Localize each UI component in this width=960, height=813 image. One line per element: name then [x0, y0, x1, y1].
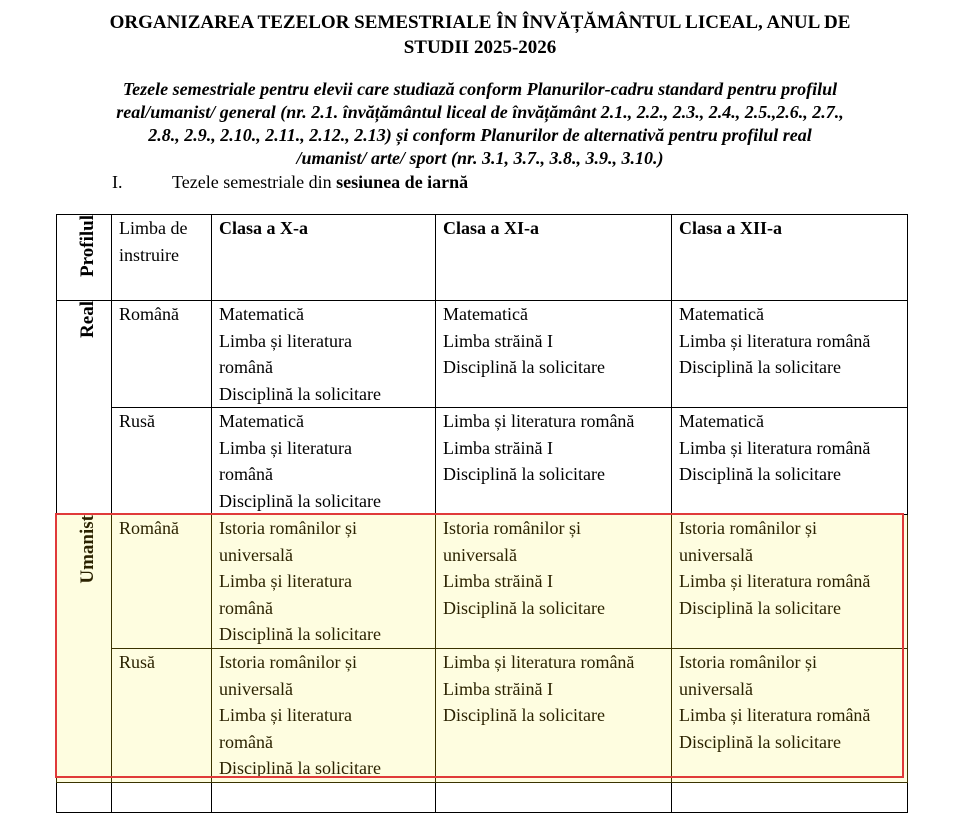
cutoff-cell: [112, 782, 212, 812]
table-row: [57, 408, 908, 515]
subject-line: universală: [219, 678, 293, 699]
section-text-bold: sesiunea de iarnă: [336, 172, 469, 192]
cutoff-cell: [57, 782, 112, 812]
subjects-cell-class-xii: [672, 408, 908, 515]
subject-line: Disciplină la solicitare: [679, 731, 841, 752]
language-cell: Română: [112, 301, 212, 408]
subject-line: Matematică: [679, 411, 764, 431]
subject-line: Disciplină la solicitare: [679, 464, 841, 484]
subject-line: română: [219, 357, 273, 377]
subject-line: Disciplină la solicitare: [443, 597, 605, 618]
subject-line: Disciplină la solicitare: [443, 705, 605, 725]
subject-line: Matematică: [679, 304, 764, 324]
subject-line: Disciplină la solicitare: [219, 624, 381, 644]
subject-line: Disciplină la solicitare: [679, 597, 841, 618]
subjects-cell-class-xii: [672, 301, 908, 408]
section-number: I.: [112, 172, 123, 192]
profile-cell: [57, 515, 112, 783]
subject-line: română: [219, 731, 273, 752]
subject-line: Disciplină la solicitare: [443, 357, 605, 377]
subject-line: Istoria românilor și: [679, 652, 817, 672]
language-cell: Rusă: [112, 649, 212, 783]
document-subtitle: [60, 78, 900, 170]
subject-line: Limba și literatura română: [679, 437, 871, 458]
subject-line: română: [219, 464, 273, 484]
subject-line: Istoria românilor și: [679, 518, 817, 538]
subject-line: română: [219, 597, 273, 618]
subject-line: Limba străină I: [443, 437, 553, 458]
subject-line: Limba și literatura: [219, 705, 352, 725]
subject-line: Limba și literatura: [219, 330, 352, 351]
subjects-cell-class-xi: [436, 649, 672, 783]
subject-line: Istoria românilor și: [219, 652, 357, 672]
header-language-line: Limba de: [119, 218, 188, 238]
subject-line: universală: [443, 544, 517, 565]
subject-line: Disciplină la solicitare: [219, 383, 381, 404]
subtitle-line: real/umanist/ general (nr. 2.1. învățământul liceal de învățământ 2.1., 2.2., 2.3., 2.4., 2.5.,2.6., 2.7.,: [116, 102, 844, 122]
subject-line: Istoria românilor și: [219, 518, 357, 538]
title-line: STUDII 2025-2026: [403, 37, 557, 58]
subject-line: universală: [679, 678, 753, 699]
subjects-cell-class-xii: [672, 515, 908, 649]
header-class-xii: Clasa a XII-a: [672, 215, 908, 301]
subjects-cell-class-x: [212, 515, 436, 649]
subtitle-line: 2.8., 2.9., 2.10., 2.11., 2.12., 2.13) și conform Planurilor de alternativă pentru profilul real: [148, 125, 812, 145]
cutoff-cell: [436, 782, 672, 812]
subject-line: Limba și literatura: [219, 437, 352, 458]
subjects-cell-class-xi: [436, 301, 672, 408]
header-language: [112, 215, 212, 301]
section-heading: [112, 171, 468, 193]
subject-line: Disciplină la solicitare: [443, 464, 605, 484]
header-profile: [57, 215, 112, 301]
subtitle-line: /umanist/ arte/ sport (nr. 3.1, 3.7., 3.8., 3.9., 3.10.): [296, 148, 664, 168]
subject-line: Limba și literatura: [219, 571, 352, 591]
subject-line: Limba străină I: [443, 678, 553, 699]
subjects-cell-class-xi: [436, 408, 672, 515]
header-profile-label: Profilul: [76, 215, 98, 277]
table-header-row: [57, 215, 908, 301]
subjects-cell-class-x: [212, 301, 436, 408]
language-cell: Română: [112, 515, 212, 649]
subject-line: Limba și literatura română: [443, 411, 635, 431]
profile-label: Real: [76, 301, 98, 338]
subject-line: Disciplină la solicitare: [219, 758, 381, 778]
section-text: Tezele semestriale din: [172, 172, 337, 192]
subject-line: Disciplină la solicitare: [679, 357, 841, 377]
subject-line: Limba străină I: [443, 330, 553, 351]
profile-label: Umanist: [76, 515, 98, 584]
table-row: [57, 515, 908, 649]
header-class-x: Clasa a X-a: [212, 215, 436, 301]
header-language-line: instruire: [119, 244, 179, 265]
subject-line: Disciplină la solicitare: [219, 490, 381, 511]
subjects-cell-class-xi: [436, 515, 672, 649]
subject-line: Limba și literatura română: [679, 330, 871, 351]
title-line: ORGANIZAREA TEZELOR SEMESTRIALE ÎN ÎNVĂȚĂMÂNTUL LICEAL, ANUL DE: [109, 12, 851, 33]
table-row-cutoff: [57, 782, 908, 812]
subjects-cell-class-x: [212, 649, 436, 783]
subject-line: Istoria românilor și: [443, 518, 581, 538]
document-title: [0, 10, 960, 60]
subject-line: Matematică: [443, 304, 528, 324]
subject-line: universală: [219, 544, 293, 565]
table-row: [57, 301, 908, 408]
subject-line: universală: [679, 544, 753, 565]
table-row: [57, 649, 908, 783]
subject-line: Matematică: [219, 411, 304, 431]
cutoff-cell: [672, 782, 908, 812]
subject-line: Limba străină I: [443, 571, 553, 591]
exam-schedule-table: [56, 214, 908, 813]
subject-line: Limba și literatura română: [679, 571, 871, 591]
subtitle-line: Tezele semestriale pentru elevii care studiază conform Planurilor-cadru standard pentru profilul: [122, 79, 838, 99]
subjects-cell-class-xii: [672, 649, 908, 783]
subject-line: Matematică: [219, 304, 304, 324]
subjects-cell-class-x: [212, 408, 436, 515]
cutoff-cell: [212, 782, 436, 812]
header-class-xi: Clasa a XI-a: [436, 215, 672, 301]
profile-cell: [57, 301, 112, 515]
language-cell: Rusă: [112, 408, 212, 515]
subject-line: Limba și literatura română: [443, 652, 635, 672]
subject-line: Limba și literatura română: [679, 705, 871, 725]
